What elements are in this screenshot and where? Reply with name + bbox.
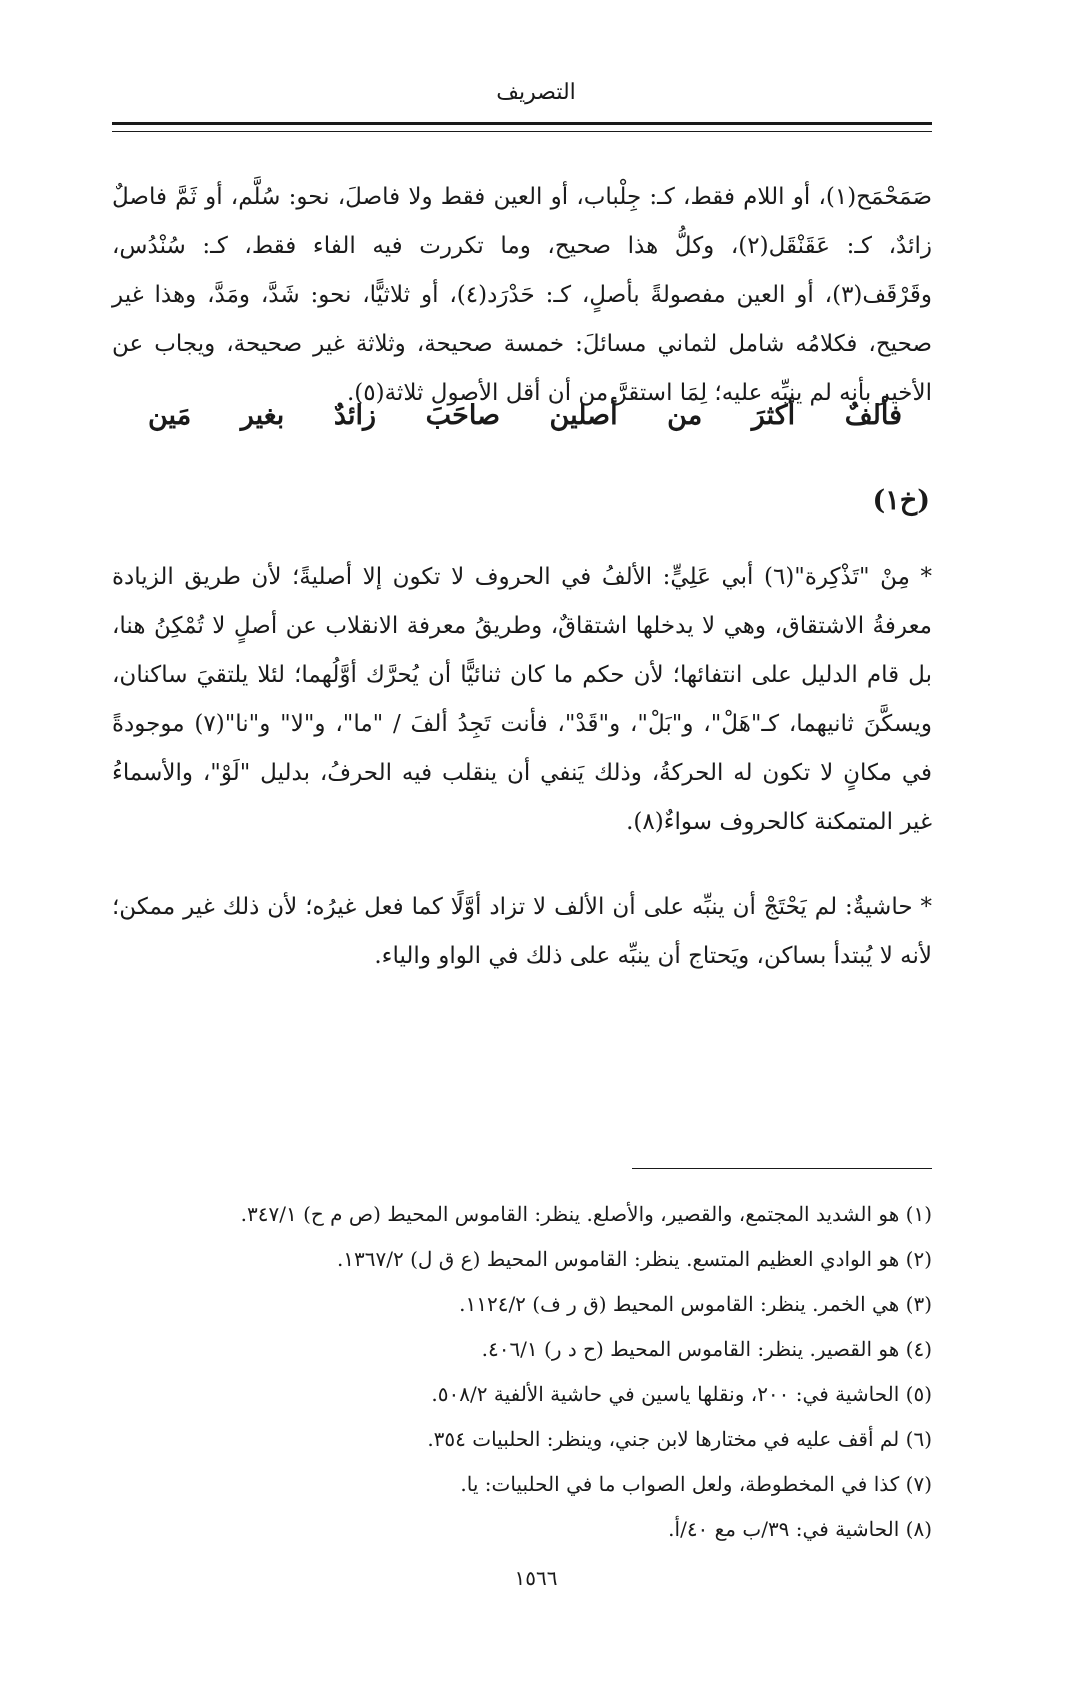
header-rule-thin: [112, 131, 932, 132]
footnote-item: (١) هو الشديد المجتمع، والقصير، والأصلع. ينظر: القاموس المحيط (ص م ح) ٣٤٧/١.: [240, 1202, 932, 1226]
verse-word: زائدٌ: [333, 400, 377, 431]
footnote-item: (٧) كذا في المخطوطة، ولعل الصواب ما في الحلبيات: يا.: [460, 1472, 932, 1496]
page-number: ١٥٦٦: [514, 1566, 558, 1590]
paragraph-commentary-2: * مِنْ "تَذْكِرة"(٦) أبي عَلِيٍّ: الألفُ في الحروف لا تكون إلا أصليةً؛ لأن طريق الزيادة معرفةُ الاشتقاق، وهي لا يدخلها اشتقاقٌ، وطريقُ معرفة الانقلاب عن أصلٍ لا تُمْكِنُ هنا، بل قام الدليل على انتفائها؛ لأن حكم ما كان ثنائيًّا أن يُحرَّك أوَّلُهما؛ لئلا يلتقيَ ساكنان، ويسكَّنَ ثانيهما، كـ"هَلْ"، و"بَلْ"، و"قَدْ"، فأنت تَجِدُ ألفَ / "ما"، و"لا" و"نا"(٧) موجودةً في مكانٍ لا تكون له الحركةُ، وذلك يَنفي أن ينقلب فيه الحرفُ، بدليل "لَوْ"، والأسماءُ غير المتمكنة كالحروف سواءٌ(٨).: [112, 564, 933, 835]
footnote-item: (٢) هو الوادي العظيم المتسع. ينظر: القاموس المحيط (ع ق ل) ١٣٦٧/٢.: [336, 1247, 932, 1271]
verse-word: من: [667, 400, 703, 431]
footnote-item: (٦) لم أقف عليه في مختارها لابن جني، وينظر: الحلبيات ٣٥٤.: [427, 1427, 932, 1451]
verse-number: (خ١): [872, 485, 930, 516]
footnote-item: (٨) الحاشية في: ٣٩/ب مع ٤٠/أ.: [668, 1517, 932, 1541]
footnote-item: (٥) الحاشية في: ٢٠٠، ونقلها ياسين في حاشية الألفية ٥٠٨/٢.: [431, 1382, 932, 1406]
verse-word: مَين: [148, 400, 192, 431]
footnote-separator: [632, 1168, 932, 1169]
running-head-title: التصريف: [496, 80, 576, 105]
verse-word: صاحَبَ: [425, 400, 500, 431]
header-rule-thick: [112, 122, 932, 125]
footnote-list: [112, 1192, 932, 1552]
verse-word: فألفٌ: [844, 400, 902, 431]
verse-word: أكثرَ: [751, 400, 796, 431]
paragraph-commentary-1: صَمَحْمَح(١)، أو اللام فقط، كـ: جِلْباب، أو العين فقط ولا فاصلَ، نحو: سُلَّم، أو ثَمَّ فاصلٌ زائدٌ، كـ: عَقَنْقَل(٢)، وكلُّ هذا صحيح، وما تكررت فيه الفاء فقط، كـ: سُنْدُس، وقَرْقَف(٣)، أو العين مفصولةً بأصلٍ، كـ: حَدْرَد(٤)، أو ثلاثيًّا، نحو: شَدَّ، ومَدَّ، وهذا غير صحيح، فكلامُه شامل لثماني مسائلَ: خمسة صحيحة، وثلاثة غير صحيحة، ويجاب عن الأخير بأنه لم ينبِّه عليه؛ لِمَا استقرَّ من أن أقل الأصول ثلاثة(٥).: [112, 184, 932, 406]
verse-word: أصلين: [549, 400, 618, 431]
footnote-item: (٤) هو القصير. ينظر: القاموس المحيط (ح د ر) ٤٠٦/١.: [481, 1337, 932, 1361]
verse-word: بغير: [240, 400, 285, 431]
verse-words: [112, 400, 932, 431]
footnote-item: (٣) هي الخمر. ينظر: القاموس المحيط (ق ر ف) ١١٢٤/٢.: [459, 1292, 932, 1316]
paragraph-commentary-3: * حاشيةٌ: لم يَحْتَجْ أن ينبِّه على أن الألف لا تزاد أوَّلًا كما فعل غيرُه؛ لأن ذلك غير ممكن؛ لأنه لا يُبتدأ بساكن، ويَحتاج أن ينبِّه على ذلك في الواو والياء.: [112, 894, 932, 969]
verse-line: [112, 400, 932, 460]
